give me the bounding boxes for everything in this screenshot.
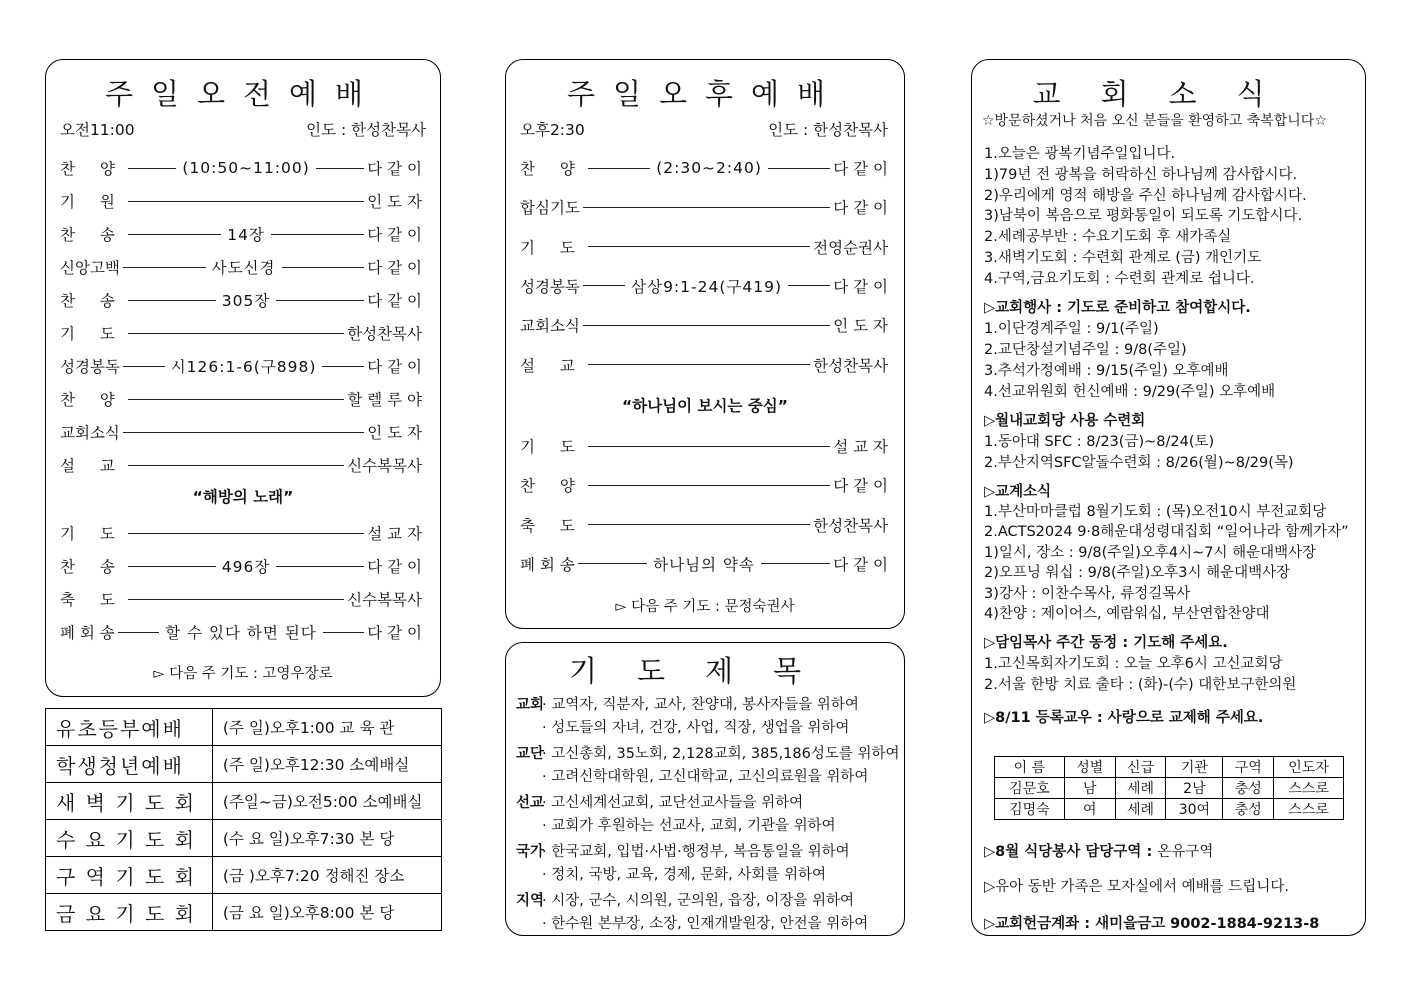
order-row (60, 421, 422, 443)
news-line: 1.오늘은 광복기념주일입니다. (984, 146, 1176, 162)
church-news-panel (971, 59, 1366, 936)
registration-cell: 김명숙 (995, 799, 1065, 820)
order-row (60, 157, 422, 179)
order-row (60, 256, 422, 278)
leader-dash (128, 300, 216, 301)
leader-dash (128, 465, 344, 466)
leader-dash (323, 632, 364, 633)
morning-title: 주일오전예배 (104, 77, 382, 111)
leader-dash (583, 325, 830, 326)
order-row (60, 289, 422, 311)
schedule-time-place: (주 일)오후12:30 소예배실 (212, 746, 441, 783)
registration-cell: 세례 (1115, 778, 1166, 799)
news-line: 3.추석가정예배 : 9/15(주일) 오후예배 (984, 362, 1229, 379)
leader-dash (583, 207, 830, 208)
order-item-detail: 496장 (221, 558, 271, 576)
leader-dash (123, 432, 364, 433)
order-item-person: 인 도 자 (367, 424, 422, 442)
leader-dash (128, 399, 344, 400)
order-item-name: 축 도 (520, 516, 585, 535)
order-item-person: 신수복목사 (347, 591, 422, 609)
schedule-row (46, 820, 442, 857)
registration-column-header: 인도자 (1274, 757, 1344, 778)
order-row (520, 275, 888, 297)
registration-cell: 여 (1064, 799, 1115, 820)
order-item-name: 찬 양 (60, 160, 125, 178)
registration-cell: 남 (1064, 778, 1115, 799)
news-line: 2.세례공부반 : 수요기도회 후 새가족실 (984, 229, 1232, 246)
welcome-message: ☆방문하셨거나 처음 오신 분들을 환영하고 축복합니다☆ (982, 113, 1327, 129)
meal-service-line (984, 840, 1213, 861)
news-line: 2.교단창설기념주일 : 9/8(주일) (984, 341, 1187, 358)
order-item-name: 찬 양 (520, 477, 585, 496)
order-item-name: 기 도 (520, 238, 585, 257)
infant-notice: ▷유아 동반 가족은 모자실에서 예배를 드립니다. (984, 879, 1289, 895)
order-row (520, 196, 888, 218)
news-line: 1.이단경계주일 : 9/1(주일) (984, 320, 1159, 337)
order-row (60, 621, 422, 643)
order-item-person: 다 같 이 (367, 292, 422, 310)
news-line: 2.부산지역SFC알돌수련회 : 8/26(월)~8/29(목) (984, 454, 1294, 471)
prayer-line (516, 912, 868, 933)
order-item-detail: (2:30~2:40) (656, 159, 762, 177)
prayer-item: · 정치, 국방, 교육, 경제, 문화, 사회를 위하여 (542, 866, 827, 883)
leader-dash (128, 533, 364, 534)
order-row (60, 588, 422, 610)
leader-dash (588, 364, 810, 365)
order-item-name: 찬 송 (60, 558, 125, 576)
news-line: 1.동아대 SFC : 8/23(금)~8/24(토) (984, 433, 1215, 450)
prayer-line (516, 889, 854, 910)
news-line: 1)79년 전 광복을 허락하신 하나님께 감사합시다. (984, 166, 1298, 183)
leader-dash (128, 333, 344, 334)
schedule-name: 수 요 기 도 회 (46, 820, 213, 857)
order-row (520, 553, 888, 575)
order-item-person: 한성찬목사 (347, 325, 422, 343)
prayer-item: · 고신총회, 35노회, 2,128교회, 385,186성도를 위하여 (542, 746, 900, 762)
order-item-name: 찬 양 (520, 160, 585, 178)
afternoon-service-panel (505, 59, 905, 629)
order-item-detail: 할 수 있다 하면 된다 (165, 624, 317, 642)
registration-column-header: 성별 (1064, 757, 1115, 778)
prayer-item: · 시장, 군수, 시의원, 군의원, 읍장, 이장을 위하여 (542, 893, 855, 909)
order-item-person: 할 렐 루 야 (347, 391, 422, 409)
news-line: 2.ACTS2024 9·8해운대성령대집회 “일어나라 함께가자” (984, 524, 1349, 541)
order-row (520, 314, 888, 336)
prayer-item: · 한수원 본부장, 소장, 인재개발원장, 안전을 위하여 (542, 915, 869, 932)
leader-dash (316, 168, 364, 169)
order-item-name: 폐 회 송 (60, 624, 115, 642)
order-row (520, 435, 888, 457)
order-item-name: 신앙고백 (60, 259, 120, 277)
afternoon-sermon-title: “하나님이 보시는 중심” (622, 397, 788, 415)
news-title: 교회소식 (1032, 77, 1305, 111)
order-item-person: 신수복목사 (347, 457, 422, 475)
afternoon-title: 주일오후예배 (566, 77, 844, 111)
order-row (60, 190, 422, 212)
order-item-detail: 14장 (227, 226, 265, 244)
order-item-person: 다 같 이 (367, 558, 422, 576)
order-item-person: 다 같 이 (833, 477, 888, 496)
leader-dash (588, 446, 830, 447)
order-item-name: 폐 회 송 (520, 555, 575, 574)
order-item-person: 설 교 자 (367, 525, 422, 543)
news-line: 4.선교위원회 헌신예배 : 9/29(주일) 오후예배 (984, 383, 1276, 400)
order-row (520, 354, 888, 376)
order-row (520, 474, 888, 496)
order-row (60, 555, 422, 577)
prayer-item: · 고신세계선교회, 교단선교사들을 위하여 (542, 795, 804, 811)
order-item-name: 기 도 (520, 438, 585, 456)
order-item-name: 교회소식 (520, 317, 580, 336)
news-line: 2)우리에게 영적 해방을 주신 하나님께 감사합시다. (984, 187, 1307, 204)
leader-dash (128, 599, 344, 600)
news-line: 1.고신목회자기도회 : 오늘 오후6시 고신교회당 (984, 655, 1283, 672)
order-item-person: 인 도 자 (367, 193, 422, 211)
prayer-topics-panel (505, 642, 905, 936)
order-item-person: 다 같 이 (367, 624, 422, 642)
schedule-name: 구 역 기 도 회 (46, 857, 213, 894)
prayer-category-label: 교회 (516, 697, 545, 713)
offering-account: ▷교회헌금계좌 : 새미을금고 9002-1884-9213-8 (984, 916, 1320, 932)
order-item-name: 찬 양 (60, 391, 125, 409)
weekly-schedule-table (45, 708, 442, 931)
order-item-name: 찬 송 (60, 292, 125, 310)
registration-table (994, 756, 1344, 820)
prayer-item: · 한국교회, 입법·사법·행정부, 복음통일을 위하여 (542, 844, 850, 860)
order-item-detail: 305장 (221, 292, 271, 310)
prayer-item: · 교회가 후원하는 선교사, 교회, 기관을 위하여 (542, 817, 836, 834)
order-item-name: 설 교 (520, 356, 585, 375)
leader-dash (276, 300, 364, 301)
registration-cell: 김문호 (995, 778, 1065, 799)
prayer-category-label: 국가 (516, 844, 545, 860)
leader-dash (123, 267, 206, 268)
order-row (60, 454, 422, 476)
news-line: 4)찬양 : 제이어스, 예람워십, 부산연합찬양대 (984, 606, 1270, 623)
leader-dash (118, 632, 159, 633)
order-item-person: 다 같 이 (367, 226, 423, 244)
order-item-person: 다 같 이 (367, 259, 422, 277)
registration-cell: 세례 (1115, 799, 1166, 820)
leader-dash (128, 201, 364, 202)
order-row (60, 223, 422, 245)
schedule-time-place: (수 요 일)오후7:30 본 당 (212, 820, 441, 857)
order-item-detail: (10:50~11:00) (182, 159, 310, 177)
order-item-detail: 삼상9:1-24(구419) (631, 277, 782, 296)
prayer-line (516, 863, 826, 884)
leader-dash (128, 234, 221, 235)
schedule-row (46, 857, 442, 894)
schedule-name: 유초등부예배 (46, 709, 213, 746)
leader-dash (588, 168, 650, 169)
schedule-time-place: (주 일)오후1:00 교 육 관 (212, 709, 441, 746)
news-section-heading: ▷교회행사 : 기도로 준비하고 참여합시다. (984, 299, 1251, 316)
registration-cell: 2남 (1166, 778, 1223, 799)
order-row (520, 157, 888, 179)
order-item-person: 다 같 이 (833, 555, 889, 574)
prayer-category-label: 지역 (516, 893, 545, 909)
prayer-line (516, 742, 900, 763)
order-item-person: 다 같 이 (367, 160, 423, 178)
registration-row (995, 778, 1344, 799)
news-section-heading: ▷8/11 등록교우 : 사랑으로 교제해 주세요. (984, 709, 1264, 726)
order-item-name: 교회소식 (60, 424, 120, 442)
order-item-person: 한성찬목사 (813, 516, 888, 535)
morning-next-prayer: ▻ 다음 주 기도 : 고영우장로 (153, 666, 333, 682)
prayer-item: · 고려신학대학원, 고신대학교, 고신의료원을 위하여 (542, 768, 869, 785)
prayer-line (516, 693, 859, 714)
prayer-line (516, 791, 803, 812)
news-line: 3)남북이 복음으로 평화통일이 되도록 기도합시다. (984, 208, 1303, 225)
registration-cell: 스스로 (1274, 778, 1344, 799)
order-item-name: 성경봉독 (520, 277, 580, 296)
prayer-category-label: 교단 (516, 746, 545, 762)
order-item-detail: 하나님의 약속 (653, 555, 755, 574)
prayer-line (516, 814, 836, 835)
news-line: 3.새벽기도회 : 수련회 관계로 (금) 개인기도 (984, 250, 1262, 266)
leader-dash (271, 234, 364, 235)
order-row (520, 514, 888, 536)
order-item-name: 기 원 (60, 193, 125, 211)
schedule-time-place: (금 요 일)오후8:00 본 당 (212, 894, 441, 931)
registration-cell: 30여 (1166, 799, 1223, 820)
schedule-row (46, 894, 442, 931)
order-row (60, 388, 422, 410)
order-row (60, 522, 422, 544)
order-item-person: 다 같 이 (833, 277, 888, 296)
order-item-person: 인 도 자 (833, 317, 888, 336)
leader-dash (282, 267, 365, 268)
registration-header-row (995, 757, 1344, 778)
schedule-row (46, 709, 442, 746)
leader-dash (588, 485, 830, 486)
leader-dash (761, 563, 830, 564)
prayer-line (516, 716, 849, 737)
order-item-person: 다 같 이 (833, 199, 888, 218)
schedule-name: 학생청년예배 (46, 746, 213, 783)
registration-cell: 충성 (1223, 799, 1274, 820)
leader-dash (128, 566, 216, 567)
leader-dash (128, 168, 176, 169)
order-item-name: 합심기도 (520, 199, 580, 218)
order-item-name: 기 도 (60, 325, 125, 343)
prayer-item: · 교역자, 직분자, 교사, 찬양대, 봉사자들을 위하여 (542, 697, 859, 713)
news-line: 4.구역,금요기도회 : 수련회 관계로 쉽니다. (984, 270, 1255, 287)
order-item-detail: 시126:1-6(구898) (170, 358, 317, 376)
schedule-row (46, 783, 442, 820)
news-line: 1)일시, 장소 : 9/8(주일)오후4시~7시 해운대백사장 (984, 544, 1317, 561)
news-line: 2.서울 한방 치료 출타 : (화)-(수) 대한보구한의원 (984, 676, 1297, 693)
morning-time: 오전11:00 (60, 121, 135, 139)
order-item-person: 설 교 자 (833, 438, 888, 456)
afternoon-next-prayer: ▻ 다음 주 기도 : 문정숙권사 (615, 599, 795, 615)
registration-row (995, 799, 1344, 820)
order-item-name: 설 교 (60, 457, 125, 475)
order-item-name: 기 도 (60, 525, 125, 543)
prayer-line (516, 765, 868, 786)
registration-column-header: 구역 (1223, 757, 1274, 778)
news-line: 1.부산마마클럽 8월기도회 : (목)오전10시 부전교회당 (984, 503, 1327, 520)
prayer-category-label: 선교 (516, 795, 545, 811)
news-section-heading: ▷월내교회당 사용 수련회 (984, 412, 1146, 429)
leader-dash (788, 285, 830, 286)
leader-dash (322, 366, 364, 367)
news-line: 2)오프닝 워십 : 9/8(주일)오후3시 해운대백사장 (984, 565, 1291, 582)
schedule-time-place: (금 )오후7:20 정해진 장소 (212, 857, 441, 894)
news-section-heading: ▷담임목사 주간 동정 : 기도해 주세요. (984, 634, 1228, 651)
registration-column-header: 신급 (1115, 757, 1166, 778)
order-item-person: 다 같 이 (833, 160, 889, 178)
order-item-person: 한성찬목사 (813, 356, 888, 375)
order-row (520, 236, 888, 258)
order-item-person: 다 같 이 (367, 358, 422, 376)
leader-dash (123, 366, 165, 367)
afternoon-leader: 인도 : 한성찬목사 (768, 121, 888, 139)
prayer-item: · 성도들의 자녀, 건강, 사업, 직장, 생업을 위하여 (542, 719, 850, 736)
order-item-person: 전영순권사 (813, 238, 888, 257)
registration-column-header: 이 름 (995, 757, 1065, 778)
order-item-detail: 사도신경 (211, 259, 276, 277)
meal-service-heading: ▷8월 식당봉사 담당구역 : (984, 844, 1158, 860)
meal-service-value: 온유구역 (1157, 844, 1214, 860)
leader-dash (578, 563, 647, 564)
schedule-name: 금 요 기 도 회 (46, 894, 213, 931)
registration-cell: 충성 (1223, 778, 1274, 799)
prayer-line (516, 840, 850, 861)
order-row (60, 322, 422, 344)
morning-sermon-title: “해방의 노래” (192, 488, 294, 506)
leader-dash (768, 168, 830, 169)
schedule-time-place: (주일~금)오전5:00 소예배실 (212, 783, 441, 820)
schedule-row (46, 746, 442, 783)
morning-leader: 인도 : 한성찬목사 (306, 121, 426, 139)
leader-dash (583, 285, 625, 286)
news-line: 3)강사 : 이찬수목사, 류정길목사 (984, 585, 1191, 602)
leader-dash (588, 524, 810, 525)
leader-dash (588, 246, 810, 247)
order-row (60, 355, 422, 377)
prayer-title: 기도제목 (568, 654, 842, 688)
morning-service-panel (45, 59, 441, 697)
leader-dash (276, 566, 364, 567)
registration-cell: 스스로 (1274, 799, 1344, 820)
registration-column-header: 기관 (1166, 757, 1223, 778)
schedule-name: 새 벽 기 도 회 (46, 783, 213, 820)
news-section-heading: ▷교계소식 (984, 483, 1052, 500)
order-item-name: 축 도 (60, 591, 125, 609)
order-item-name: 성경봉독 (60, 358, 120, 376)
afternoon-time: 오후2:30 (520, 121, 585, 139)
order-item-name: 찬 송 (60, 226, 125, 244)
